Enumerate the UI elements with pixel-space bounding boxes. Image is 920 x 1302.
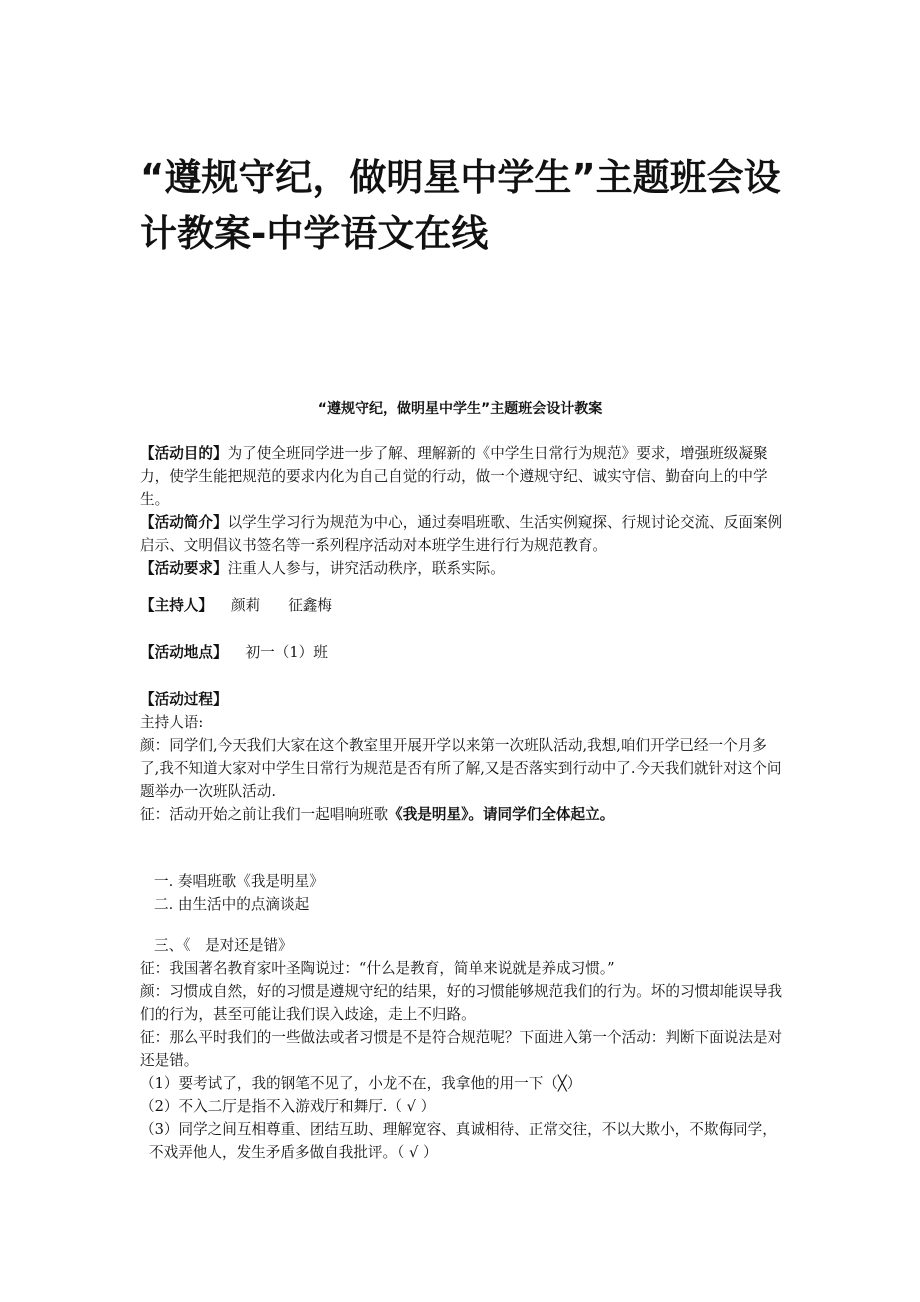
- zheng-text-1: 征：活动开始之前让我们一起唱响班歌: [140, 806, 389, 823]
- list-item-2: （2）不入二厅是指不入游戏厅和舞厅.（ √ ）: [140, 1098, 436, 1115]
- zheng-paragraph-2: 征：我国著名教育家叶圣陶说过：“什么是教育，简单来说就是养成习惯。”: [140, 960, 615, 977]
- zheng-paragraph-1: [140, 803, 785, 826]
- purpose-label: 【活动目的】: [140, 445, 228, 462]
- requirement-label: 【活动要求】: [140, 560, 228, 577]
- zheng-paragraph-3: 征：那么平时我们的一些做法或者习惯是不是符合规范呢？下面进入第一个活动：判断下面说法是对还是错。: [140, 1029, 783, 1069]
- list-item-3: （3）同学之间互相尊重、团结互助、理解宽容、真诚相待、正常交往，不以大欺小，不欺侮同学，不戏弄他人，发生矛盾多做自我批评。（ √ ）: [140, 1121, 777, 1161]
- intro-label: 【活动简介】: [140, 514, 228, 531]
- host-paragraph: [140, 594, 785, 617]
- purpose-paragraph: [140, 442, 785, 511]
- outline-item-3: 三、《 是对还是错》: [154, 937, 293, 954]
- page-title: “遵规守纪，做明星中学生”主题班会设计教案-中学语文在线: [140, 156, 781, 255]
- yan-paragraph-1: 颜：同学们,今天我们大家在这个教室里开展开学以来第一次班队活动,我想,咱们开学已经一个月多了,我不知道大家对中学生日常行为规范是否有所了解,又是否落实到行动中了.今天我们就针对这个问题举办一次班队活动.: [140, 737, 782, 800]
- document-subtitle: “遵规守纪，做明星中学生”主题班会设计教案: [317, 401, 603, 417]
- host-label: 【主持人】: [140, 597, 213, 614]
- host-name-1: 颜莉: [230, 597, 261, 614]
- outline-item-2: 二. 由生活中的点滴谈起: [154, 896, 310, 913]
- list-item-1: （1）要考试了，我的钢笔不见了，小龙不在，我拿他的用一下（╳）: [140, 1075, 582, 1092]
- outline-item-1: 一. 奏唱班歌《我是明星》: [154, 873, 324, 890]
- place-label: 【活动地点】: [140, 644, 228, 661]
- yan-paragraph-2: 颜：习惯成自然，好的习惯是遵规守纪的结果，好的习惯能够规范我们的行为。坏的习惯却能误导我们的行为，甚至可能让我们误入歧途，走上不归路。: [140, 983, 783, 1023]
- place-text: 初一（1）班: [245, 644, 328, 661]
- intro-paragraph: [140, 511, 785, 557]
- process-label: 【活动过程】: [140, 691, 228, 708]
- place-paragraph: [140, 641, 785, 664]
- zheng-text-1-bold: 《我是明星》。请同学们全体起立。: [388, 806, 615, 823]
- document-body: [140, 442, 785, 1164]
- host-speech-label: 主持人语:: [140, 714, 204, 731]
- intro-text: 以学生学习行为规范为中心，通过奏唱班歌、生活实例窥探、行规讨论交流、反面案例启示、文明倡议书签名等一系列程序活动对本班学生进行行为规范教育。: [140, 514, 783, 554]
- requirement-text: 注重人人参与，讲究活动秩序，联系实际。: [227, 560, 505, 577]
- purpose-text: 为了使全班同学进一步了解、理解新的《中学生日常行为规范》要求，增强班级凝聚力，使学生能把规范的要求内化为自己自觉的行动，做一个遵规守纪、诚实守信、勤奋向上的中学生。: [140, 445, 768, 508]
- host-name-2: 征鑫梅: [288, 597, 332, 614]
- requirement-paragraph: [140, 557, 785, 580]
